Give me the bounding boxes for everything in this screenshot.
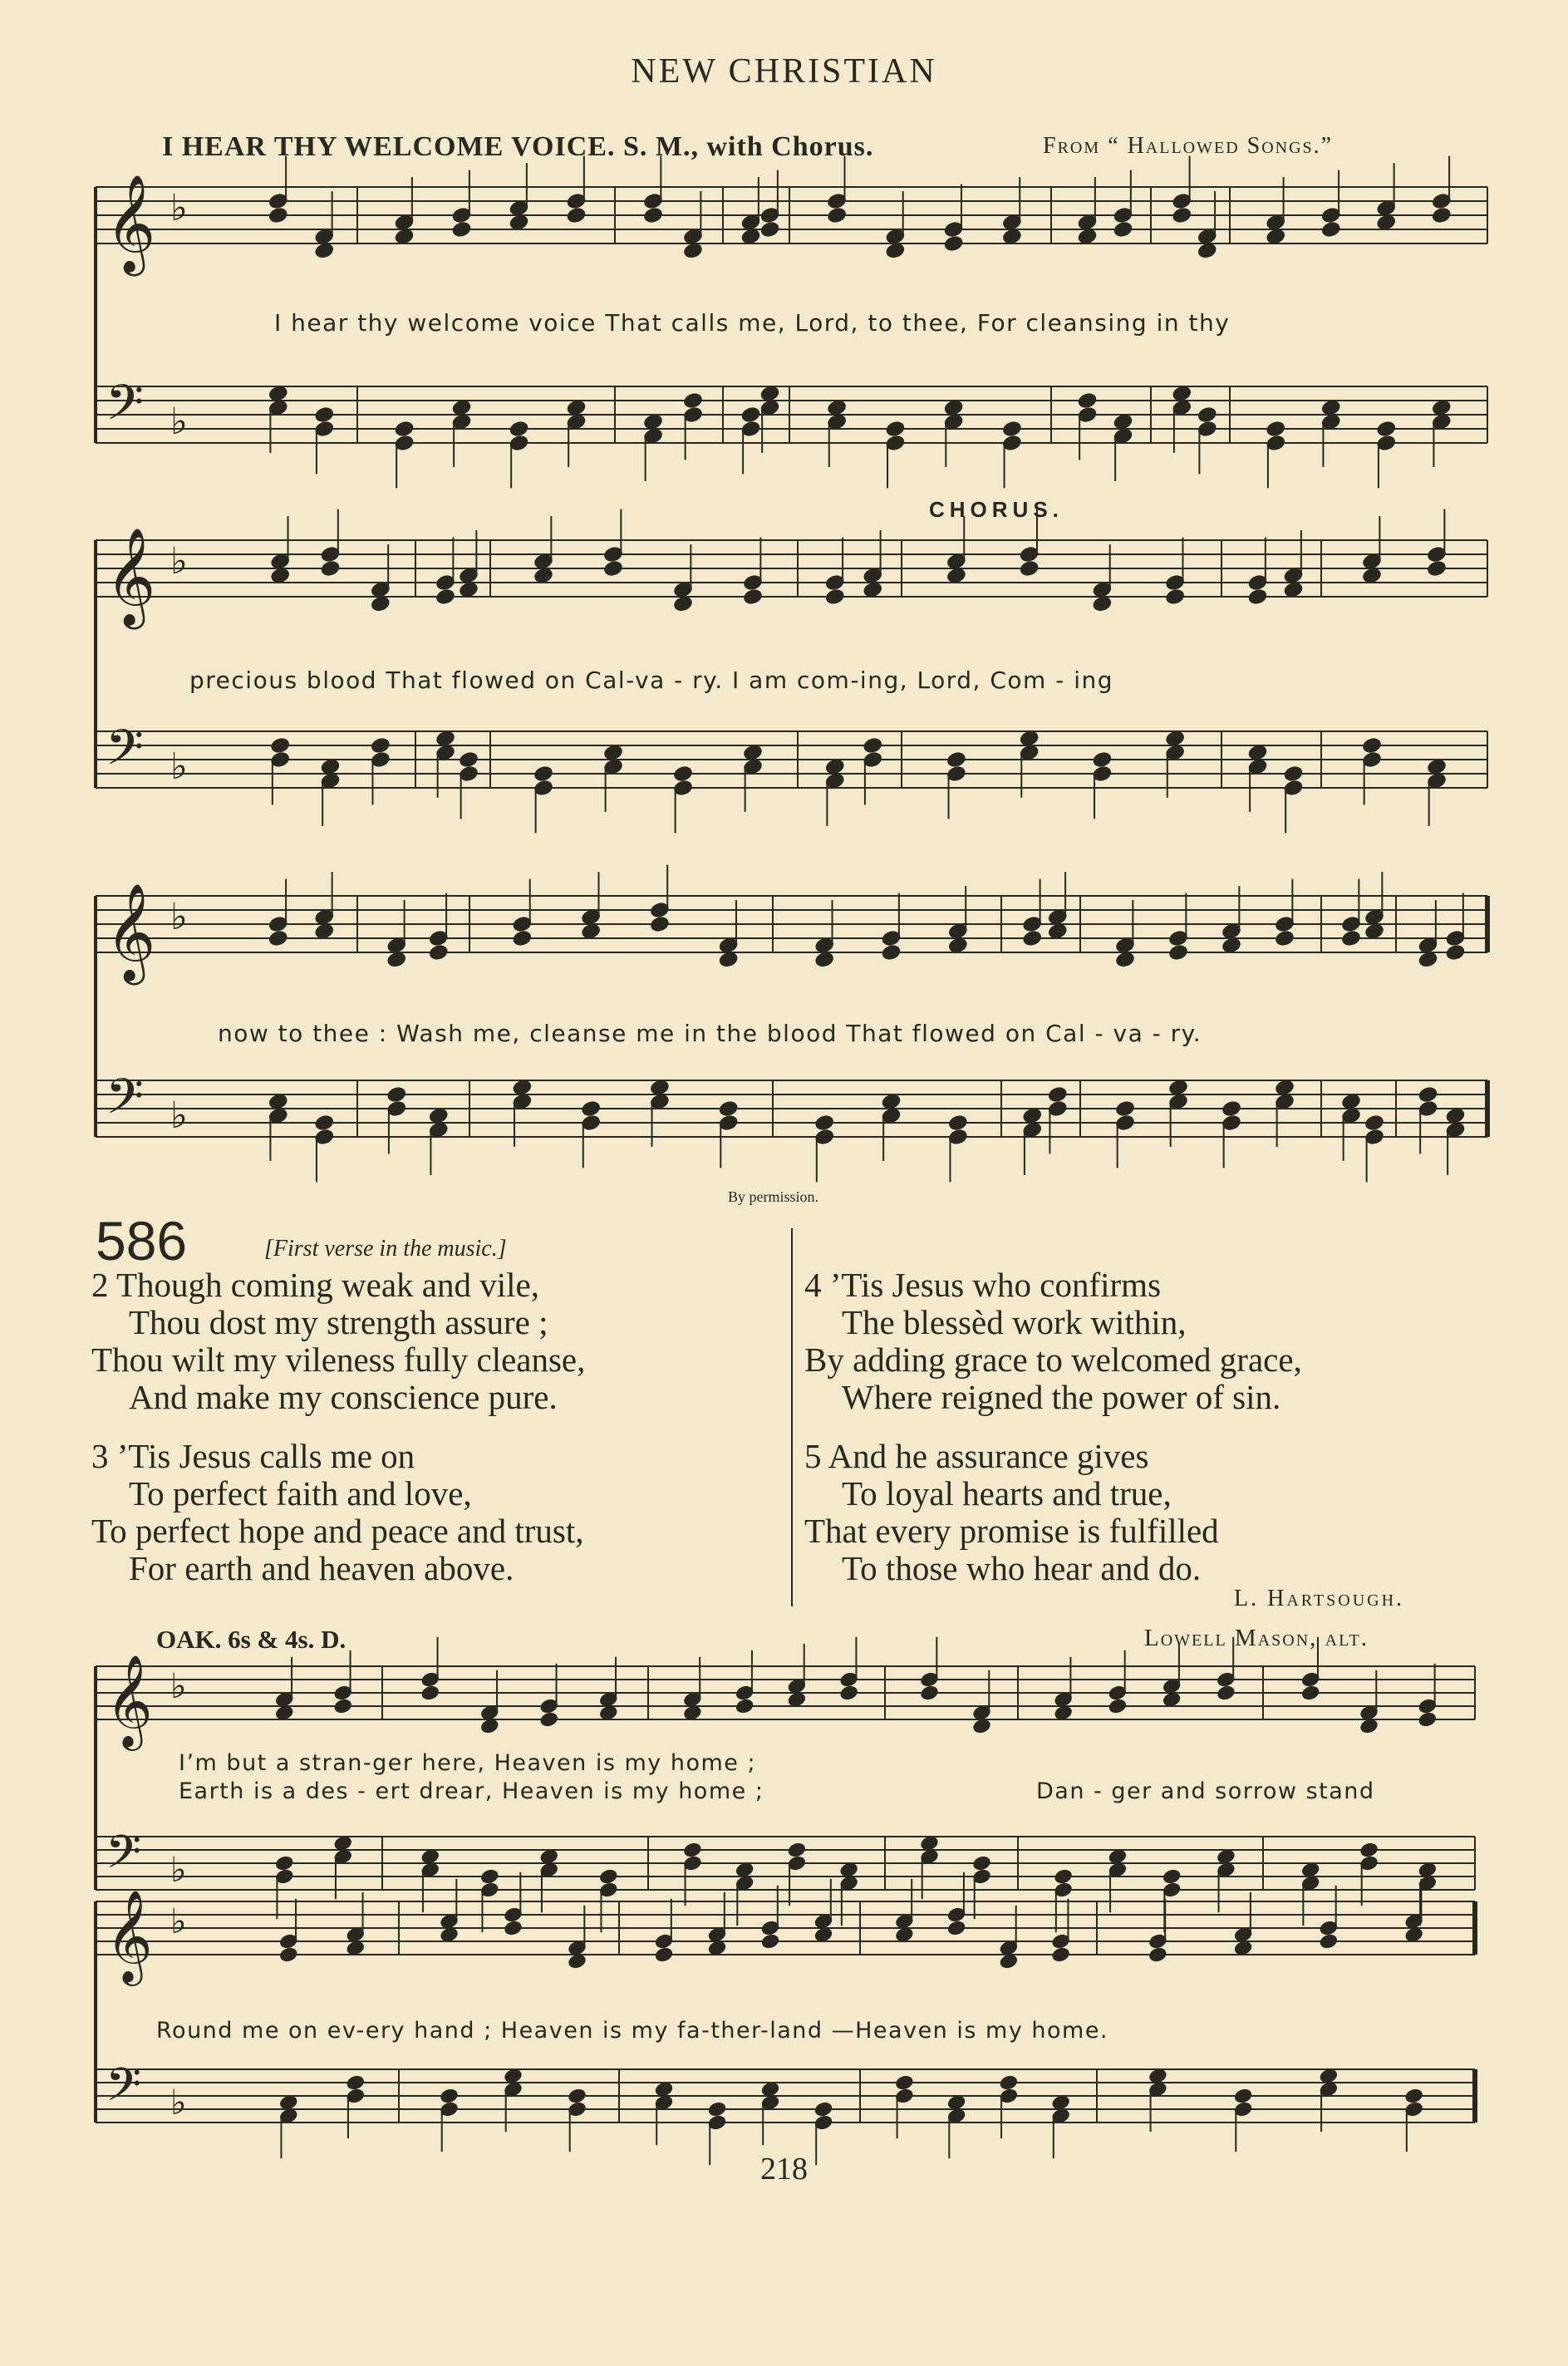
tune-lyric-1a: I’m but a stran-ger here, Heaven is my home ;	[179, 1750, 757, 1776]
note-head	[1283, 765, 1304, 783]
lyric-line-2: precious blood That flowed on Cal-va - ry. I am com-ing, Lord, Com - ing	[189, 667, 1114, 694]
treble-clef-icon: 𝄞	[106, 883, 156, 981]
note-head	[863, 736, 883, 755]
note-head	[827, 206, 848, 224]
verse-4	[804, 1267, 1302, 1416]
note-head	[654, 1946, 674, 1963]
note-head	[1376, 420, 1397, 438]
note-head	[1320, 220, 1341, 239]
note-head	[1001, 420, 1022, 438]
note-head	[946, 1920, 966, 1936]
note-head	[314, 1114, 335, 1132]
verse-3	[91, 1438, 584, 1587]
note-head	[839, 1685, 859, 1701]
note-head	[1047, 1085, 1068, 1104]
tune-name: OAK. 6s & 4s. D.	[156, 1625, 347, 1654]
note-head	[1274, 929, 1295, 947]
hymn-source-credit: From “ Hallowed Songs.”	[1043, 133, 1334, 159]
note-head	[1404, 2088, 1424, 2104]
note-head	[1418, 1711, 1438, 1728]
note-head	[1221, 1099, 1241, 1118]
note-head	[346, 2074, 366, 2091]
bass-clef-icon: 𝄢	[106, 2058, 142, 2123]
note-head	[1113, 220, 1133, 239]
note-head	[568, 2088, 587, 2104]
note-head	[920, 1685, 940, 1701]
note-head	[268, 929, 288, 947]
permission-note: By permission.	[728, 1188, 819, 1205]
note-head	[581, 1099, 602, 1118]
note-head	[420, 1685, 440, 1701]
verse-line: 2 Though coming weak and vile,	[91, 1266, 539, 1304]
note-head	[787, 1842, 807, 1858]
bass-clef-icon: 𝄢	[106, 1825, 142, 1890]
note-head	[320, 559, 341, 578]
note-head	[451, 220, 472, 239]
chorus-label: CHORUS.	[929, 497, 1064, 522]
note-head	[479, 1868, 499, 1885]
bass-clef-icon: 𝄢	[106, 719, 144, 788]
flat-icon: ♭	[170, 1094, 188, 1137]
flat-icon: ♭	[170, 2082, 187, 2123]
note-head	[1445, 943, 1466, 962]
note-head	[1092, 750, 1113, 769]
hymn-title: I HEAR THY WELCOME VOICE. S. M., with Chorus.	[162, 131, 874, 162]
flat-icon: ♭	[170, 745, 188, 788]
bass-clef-icon: 𝄢	[106, 374, 144, 443]
note-head	[740, 406, 761, 424]
note-head	[1172, 206, 1192, 224]
verse-line: 4 ’Tis Jesus who confirms	[804, 1266, 1162, 1304]
flat-icon: ♭	[170, 1901, 187, 1941]
running-title: NEW CHRISTIAN	[631, 52, 937, 91]
note-head	[947, 1114, 968, 1132]
note-head	[1217, 1685, 1236, 1701]
note-head	[509, 420, 529, 438]
note-head	[1266, 420, 1286, 438]
note-head	[1361, 736, 1382, 755]
verse-line: For earth and heaven above.	[129, 1549, 514, 1587]
note-head	[314, 406, 335, 424]
note-head	[1019, 559, 1040, 578]
flat-icon: ♭	[170, 1849, 187, 1890]
note-head	[566, 206, 587, 224]
note-head	[1340, 929, 1361, 947]
note-head	[428, 943, 449, 962]
note-head	[683, 1842, 703, 1858]
verse-divider	[791, 1228, 793, 1606]
note-head	[1431, 206, 1452, 224]
note-head	[718, 1099, 739, 1118]
verse-line: To those who hear and do.	[842, 1549, 1202, 1587]
note-head	[1364, 1114, 1384, 1132]
note-head	[682, 391, 703, 410]
bass-clef-icon: 𝄢	[106, 1068, 144, 1137]
note-head	[1114, 1099, 1135, 1118]
tune-lyric-1c: Dan - ger and sorrow stand	[1036, 1778, 1375, 1804]
note-head	[394, 420, 415, 438]
tune-lyric-1b: Earth is a des - ert drear, Heaven is my home ;	[179, 1778, 764, 1804]
note-head	[1167, 943, 1188, 962]
verse-line: To perfect faith and love,	[129, 1474, 472, 1513]
note-head	[512, 929, 533, 947]
verse-line: To perfect hope and peace and trust,	[91, 1512, 584, 1550]
note-head	[1359, 1842, 1379, 1858]
note-head	[814, 1114, 835, 1132]
note-head	[598, 1868, 618, 1885]
note-head	[333, 1698, 353, 1714]
note-head	[742, 588, 763, 606]
note-head	[946, 750, 966, 769]
tune-lyric-2: Round me on ev-ery hand ; Heaven is my fa-ther-land —Heaven is my home.	[156, 2018, 1109, 2044]
flat-icon: ♭	[170, 540, 188, 583]
hymn-author: L. Hartsough.	[1234, 1586, 1405, 1611]
verse-line: And make my conscience pure.	[129, 1378, 558, 1416]
flat-icon: ♭	[170, 1665, 187, 1706]
note-head	[707, 2101, 727, 2118]
note-head	[1197, 406, 1217, 424]
verse-line: Thou wilt my vileness fully cleanse,	[91, 1340, 586, 1379]
note-head	[1165, 588, 1186, 606]
note-head	[735, 1698, 755, 1714]
verse-2	[91, 1267, 585, 1416]
note-head	[602, 559, 623, 578]
note-head	[1108, 1698, 1128, 1714]
note-head	[972, 1855, 992, 1872]
note-head	[440, 2088, 460, 2104]
page-number: 218	[760, 2152, 808, 2186]
verse-5	[804, 1438, 1219, 1587]
note-head	[1300, 1685, 1320, 1701]
flat-icon: ♭	[170, 401, 188, 443]
note-head	[999, 2074, 1019, 2091]
note-head	[672, 765, 693, 783]
note-head	[824, 588, 845, 606]
verse-line: 3 ’Tis Jesus calls me on	[91, 1437, 415, 1475]
flat-icon: ♭	[170, 896, 188, 938]
note-head	[1077, 391, 1098, 410]
note-head	[813, 2101, 833, 2118]
verse-line: By adding grace to welcomed grace,	[804, 1340, 1302, 1379]
note-head	[1233, 2088, 1253, 2104]
note-head	[881, 943, 902, 962]
note-head	[278, 1946, 298, 1963]
note-head	[1054, 1868, 1074, 1885]
first-verse-note: [First verse in the music.]	[264, 1236, 507, 1262]
hymn-number: 586	[96, 1210, 188, 1272]
flat-icon: ♭	[170, 187, 188, 229]
treble-clef-icon: 𝄞	[106, 527, 156, 626]
note-head	[1022, 929, 1043, 947]
note-head	[1051, 1946, 1071, 1963]
verse-line: To loyal hearts and true,	[842, 1474, 1172, 1513]
note-head	[370, 736, 391, 755]
treble-clef-icon: 𝄞	[106, 174, 156, 273]
tune-credit: Lowell Mason, alt.	[1144, 1625, 1369, 1651]
lyric-line-3: now to thee : Wash me, cleanse me in the blood That flowed on Cal - va - ry.	[218, 1020, 1202, 1047]
note-head	[533, 765, 553, 783]
note-head	[895, 2074, 915, 2091]
note-head	[386, 1085, 407, 1104]
note-head	[943, 234, 964, 253]
note-head	[649, 915, 670, 933]
note-head	[504, 1920, 523, 1936]
note-head	[1148, 1946, 1168, 1963]
note-head	[885, 420, 906, 438]
note-head	[458, 750, 479, 769]
verse-line: The blessèd work within,	[842, 1303, 1187, 1341]
note-head	[1426, 559, 1447, 578]
note-head	[268, 206, 288, 224]
note-head	[1319, 1933, 1339, 1950]
verse-line: Where reigned the power of sin.	[842, 1378, 1281, 1416]
verse-line: Thou dost my strength assure ;	[129, 1303, 548, 1341]
note-head	[270, 736, 291, 755]
note-head	[1247, 588, 1268, 606]
treble-clef-icon: 𝄞	[106, 1889, 153, 1982]
verse-line: That every promise is fulfilled	[804, 1512, 1219, 1550]
lyric-line-1: I hear thy welcome voice That calls me, Lord, to thee, For cleansing in thy	[274, 309, 1231, 337]
verse-line: 5 And he assurance gives	[804, 1437, 1149, 1475]
note-head	[759, 220, 780, 239]
note-head	[1162, 1868, 1182, 1885]
treble-clef-icon: 𝄞	[106, 1654, 153, 1747]
note-head	[1418, 1085, 1438, 1104]
note-head	[435, 588, 455, 606]
note-head	[642, 206, 663, 224]
note-head	[539, 1711, 559, 1728]
note-head	[760, 1933, 780, 1950]
note-head	[274, 1855, 294, 1872]
